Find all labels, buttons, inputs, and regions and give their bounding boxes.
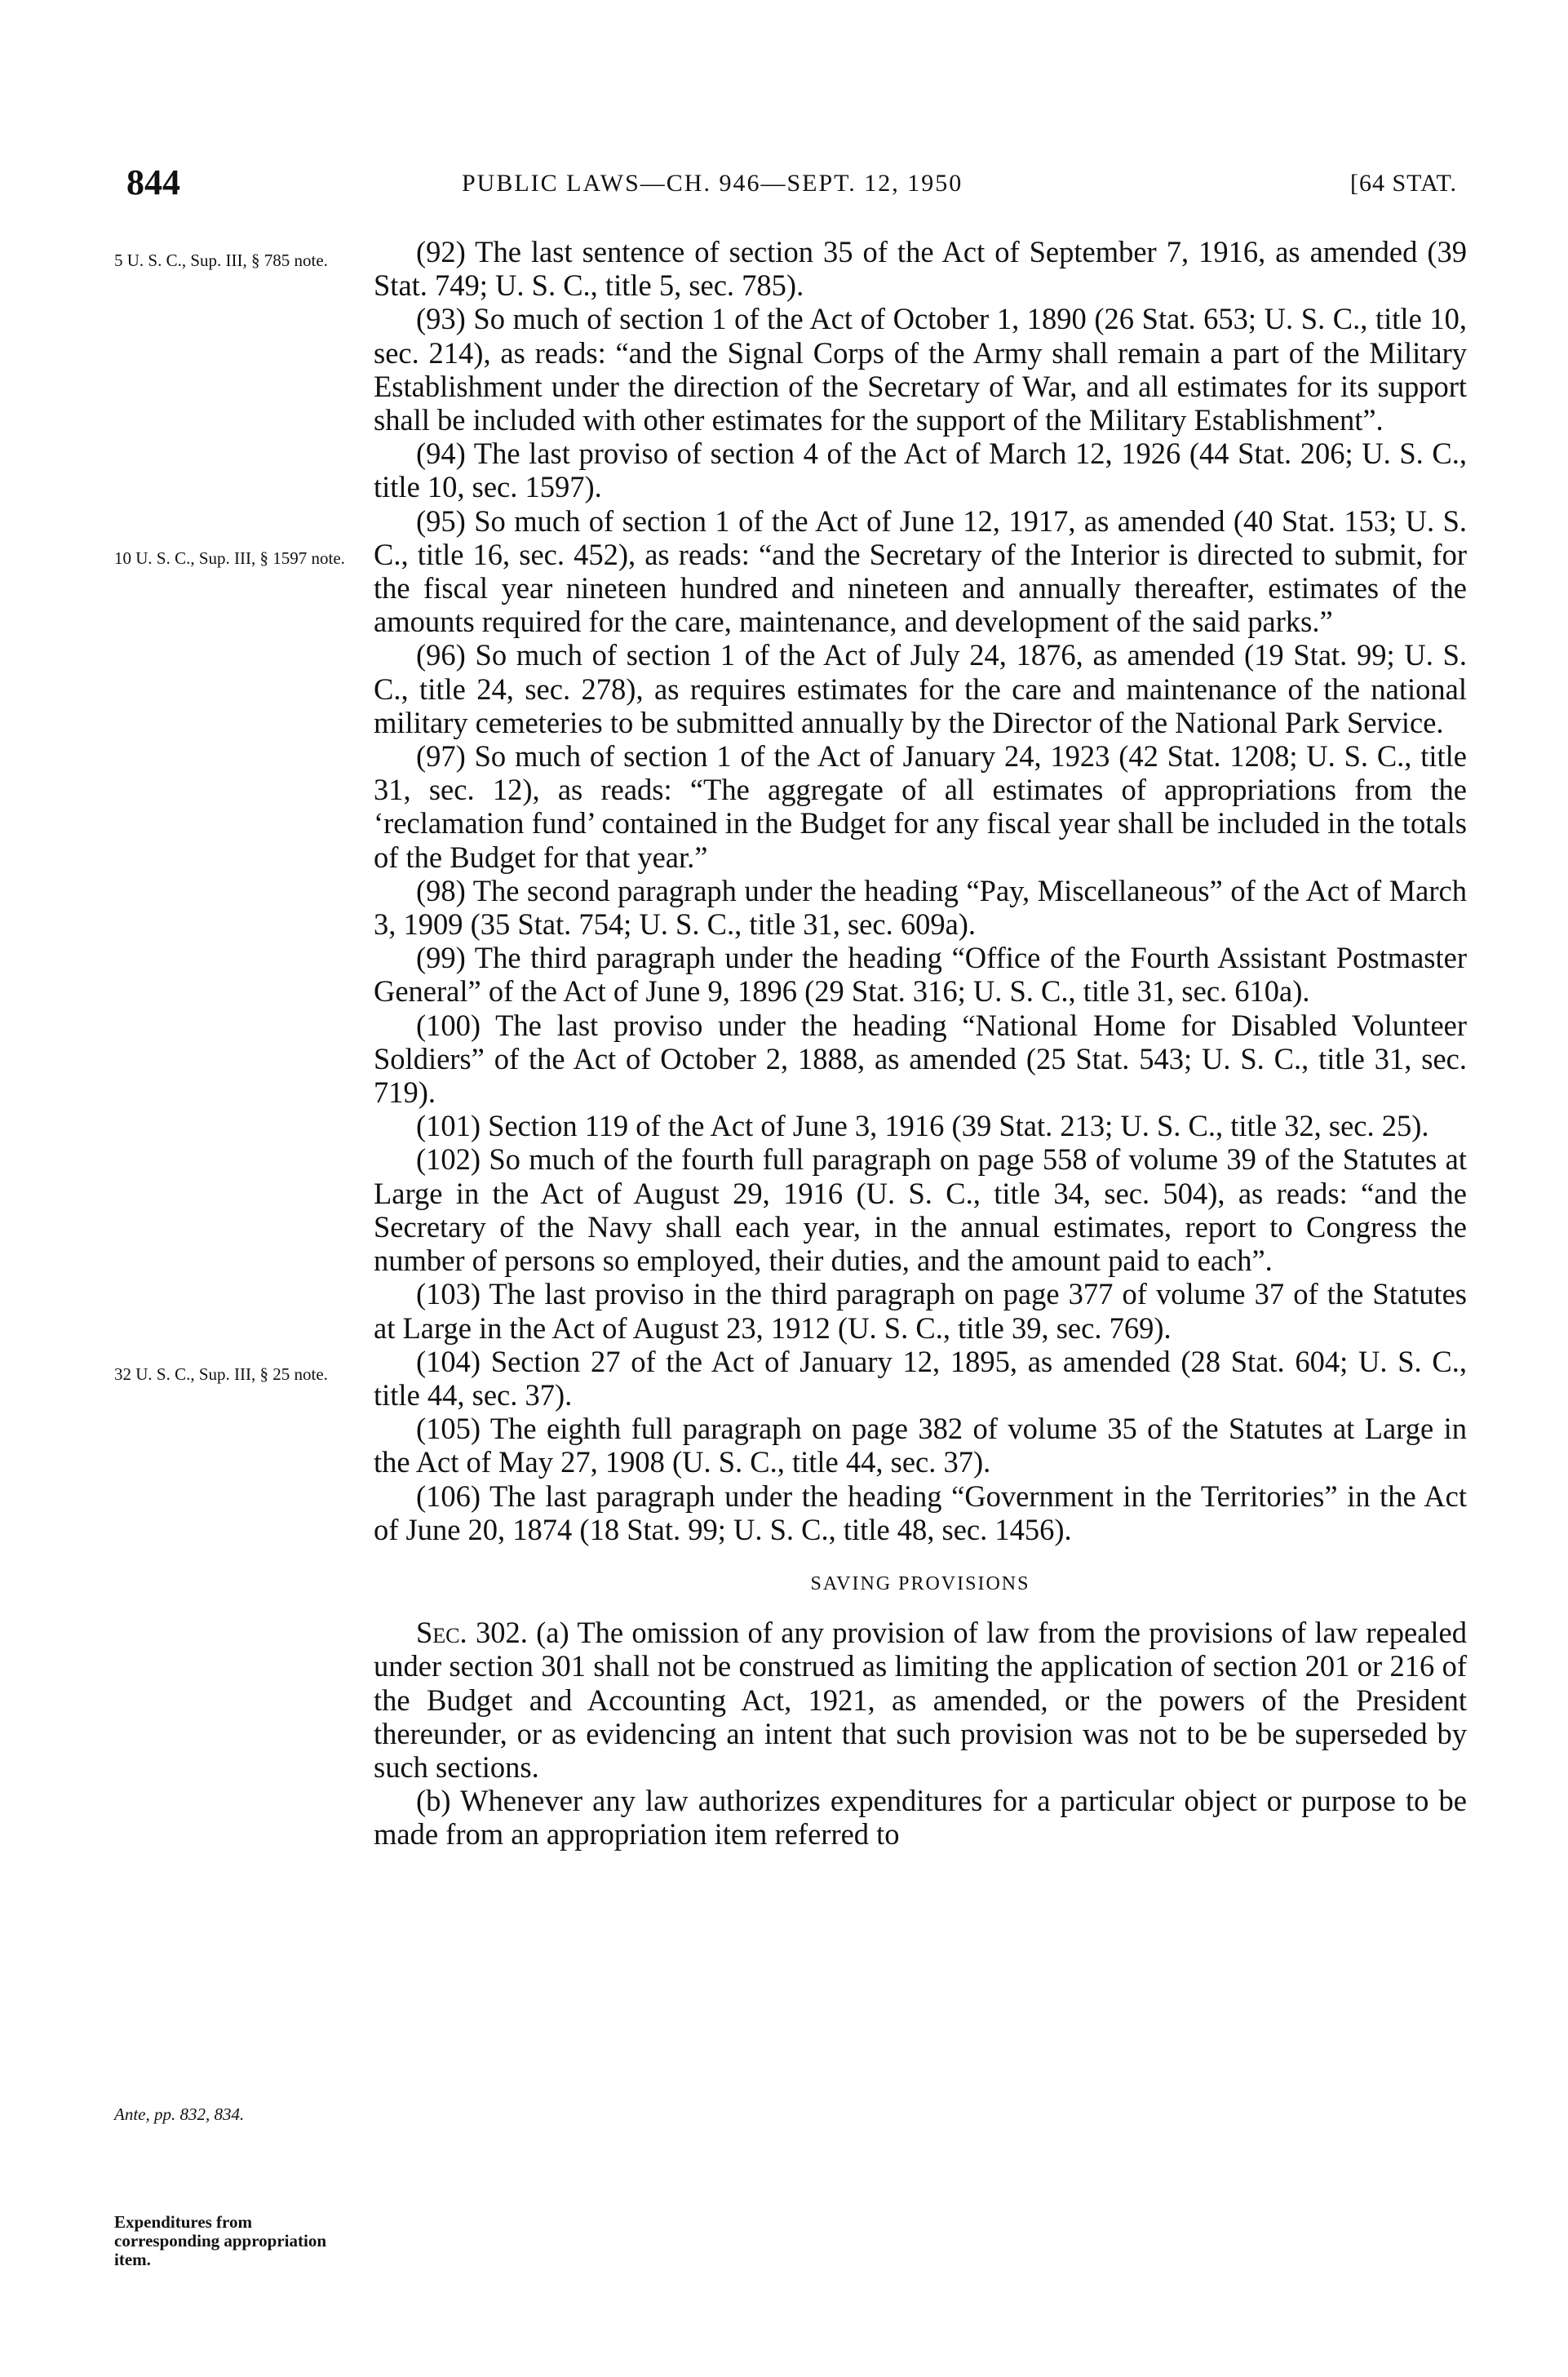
margin-note-10-usc: 10 U. S. C., Sup. III, § 1597 note. — [114, 548, 345, 568]
body-text — [374, 235, 1467, 1851]
paragraph-95: (95) So much of section 1 of the Act of June 12, 1917, as amended (40 Stat. 153; U. S. C., title 16, sec. 452), as reads: “and the Secretary of the Interior is directed to submit, for the fiscal year nineteen hundred and nineteen and annually thereafter, estimates of the amounts required for the care, maintenance, and development of the said parks.” — [374, 503, 1467, 639]
paragraph-104: (104) Section 27 of the Act of January 12, 1895, as amended (28 Stat. 604; U. S. C., title 44, sec. 37). — [374, 1344, 1467, 1412]
margin-notes — [114, 0, 359, 2377]
paragraph-100: (100) The last proviso under the heading “National Home for Disabled Volunteer Soldiers” of the Act of October 2, 1888, as amended (25 Stat. 543; U. S. C., title 31, sec. 719). — [374, 1008, 1467, 1110]
paragraph-98: (98) The second paragraph under the heading “Pay, Miscellaneous” of the Act of March 3, 1909 (35 Stat. 754; U. S. C., title 31, sec. 609a). — [374, 873, 1467, 942]
paragraph-103: (103) The last proviso in the third paragraph on page 377 of volume 37 of the Statutes at Large in the Act of August 23, 1912 (U. S. C., title 39, sec. 769). — [374, 1277, 1467, 1345]
section-302-paragraph-b: (b) Whenever any law authorizes expenditures for a particular object or purpose to be made from an appropriation item referred to — [374, 1784, 1467, 1851]
paragraph-93: (93) So much of section 1 of the Act of October 1, 1890 (26 Stat. 653; U. S. C., title 10, sec. 214), as reads: “and the Signal Corps of the Army shall remain a part of the Military Establishment under the direction of the Secretary of War, and all estimates for its support shall be included with other estimates for the support of the Military Establishment”. — [374, 302, 1467, 437]
paragraph-97: (97) So much of section 1 of the Act of January 24, 1923 (42 Stat. 1208; U. S. C., title 31, sec. 12), as reads: “The aggregate of all estimates of appropriations from the ‘reclamation fund’ contained in the Budget for any fiscal year shall be included in the totals of the Budget for that year.” — [374, 739, 1467, 874]
running-head: PUBLIC LAWS—CH. 946—SEPT. 12, 1950 — [462, 170, 963, 197]
margin-note-expenditures: Expenditures from corresponding appropriation item. — [114, 2212, 327, 2269]
page-number: 844 — [126, 162, 180, 202]
margin-note-32-usc: 32 U. S. C., Sup. III, § 25 note. — [114, 1364, 328, 1384]
paragraph-94: (94) The last proviso of section 4 of the Act of March 12, 1926 (44 Stat. 206; U. S. C., title 10, sec. 1597). — [374, 437, 1467, 504]
paragraph-102: (102) So much of the fourth full paragraph on page 558 of volume 39 of the Statutes at Large in the Act of August 29, 1916 (U. S. C., title 34, sec. 504), as reads: “and the Secretary of the Navy shall each year, in the annual estimates, report to Congress the number of persons so employed, their duties, and the amount paid to each”. — [374, 1142, 1467, 1278]
margin-note-5-usc: 5 U. S. C., Sup. III, § 785 note. — [114, 251, 328, 270]
section-302-paragraph-a — [374, 1616, 1467, 1784]
section-heading: SAVING PROVISIONS — [810, 1572, 1030, 1594]
paragraph-101: (101) Section 119 of the Act of June 3, 1916 (39 Stat. 213; U. S. C., title 32, sec. 25). — [416, 1109, 1429, 1143]
paragraph-105: (105) The eighth full paragraph on page 382 of volume 35 of the Statutes at Large in the Act of May 27, 1908 (U. S. C., title 44, sec. 37). — [374, 1412, 1467, 1479]
paragraph-106: (106) The last paragraph under the heading “Government in the Territories” in the Act of June 20, 1874 (18 Stat. 99; U. S. C., title 48, sec. 1456). — [374, 1479, 1467, 1546]
statute-reference: [64 STAT. — [1350, 170, 1458, 197]
paragraph-96: (96) So much of section 1 of the Act of July 24, 1876, as amended (19 Stat. 99; U. S. C., title 24, sec. 278), as requires estimates for the care and maintenance of the national military cemeteries to be submitted annually by the Director of the National Park Service. — [374, 638, 1467, 739]
paragraph-92: (92) The last sentence of section 35 of the Act of September 7, 1916, as amended (39 Stat. 749; U. S. C., title 5, sec. 785). — [374, 235, 1467, 303]
paragraph-99: (99) The third paragraph under the heading “Office of the Fourth Assistant Postmaster General” of the Act of June 9, 1896 (29 Stat. 316; U. S. C., title 31, sec. 610a). — [374, 941, 1467, 1009]
section-label: Sec. 302. — [416, 1616, 528, 1650]
section-302-a-text: (a) The omission of any provision of law from the provisions of law repealed under section 301 shall not be construed as limiting the application of section 201 or 216 of the Budget and Accounting Act, 1921, as amended, or the powers of the President thereunder, or as evidencing an intent that such provision was not to be be superseded by such sections. — [374, 1616, 1468, 1784]
margin-note-ante: Ante, pp. 832, 834. — [114, 2104, 245, 2124]
